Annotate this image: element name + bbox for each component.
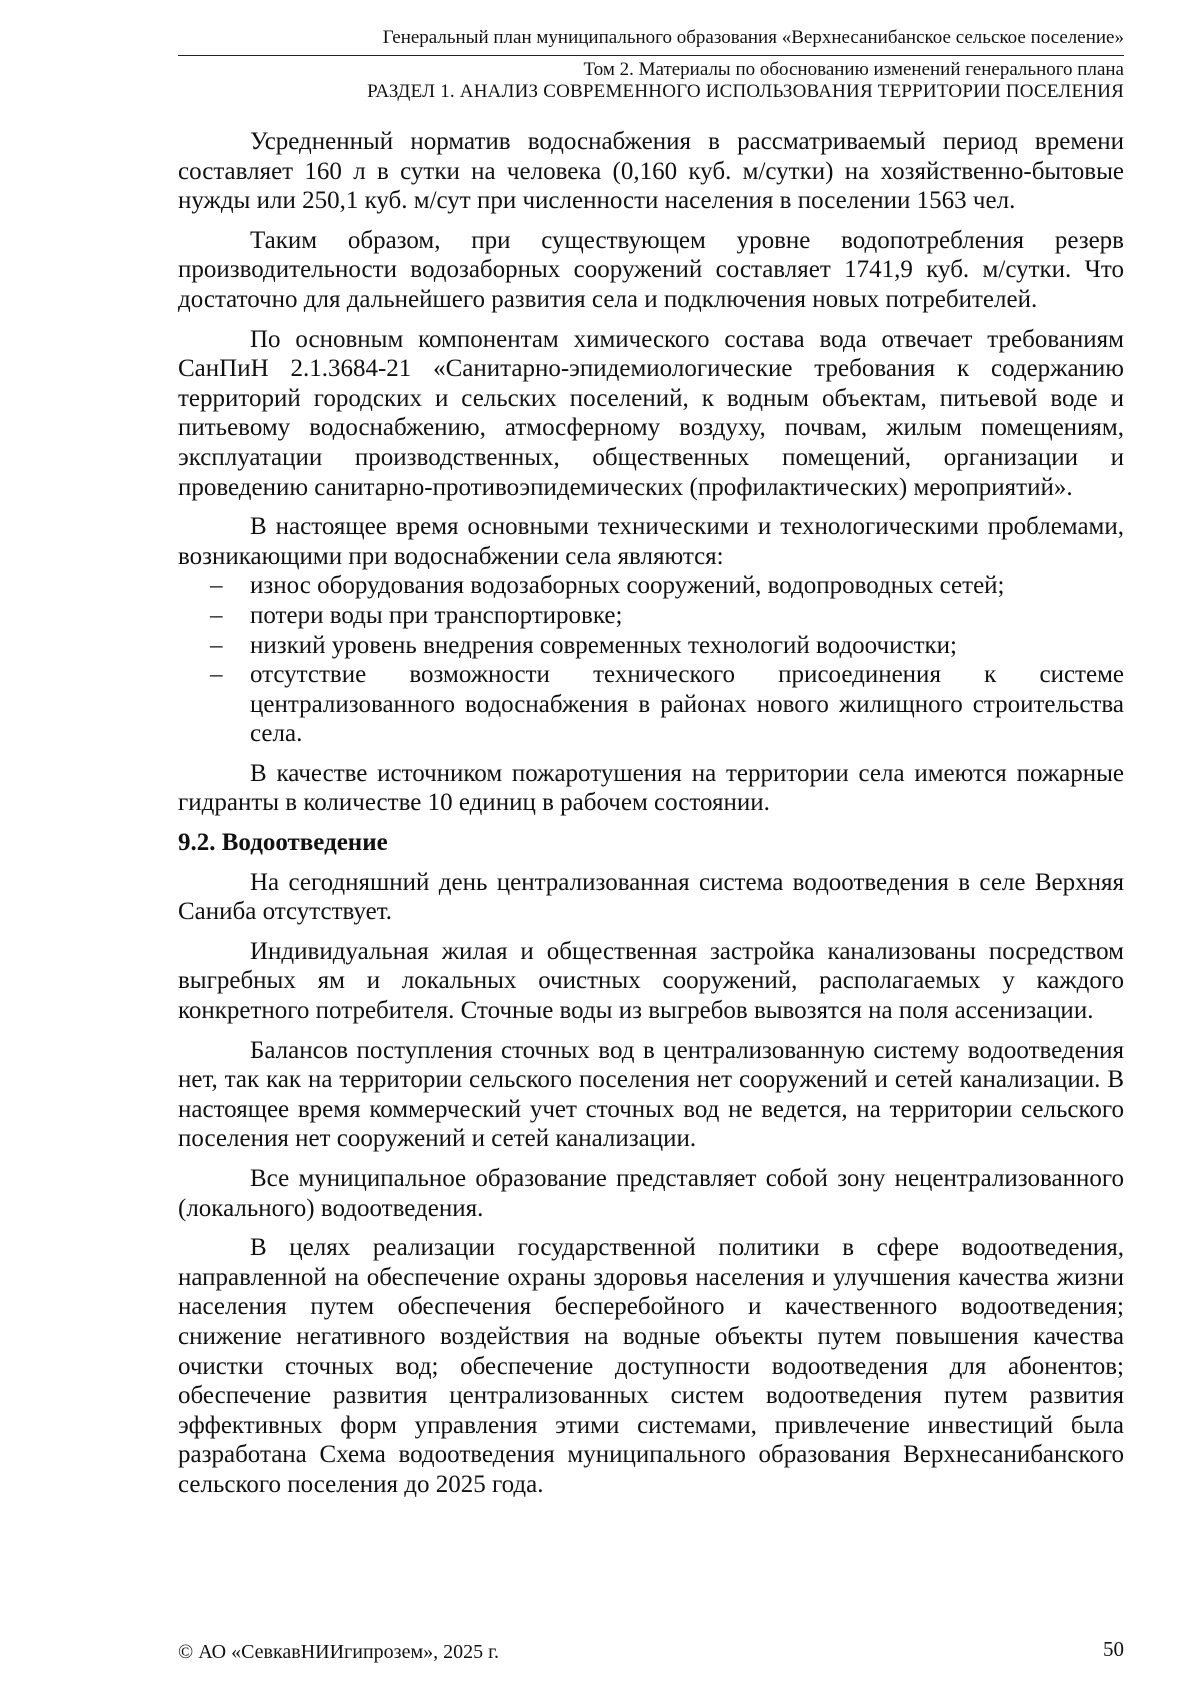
- header-section: РАЗДЕЛ 1. АНАЛИЗ СОВРЕМЕННОГО ИСПОЛЬЗОВАНИЯ ТЕРРИТОРИИ ПОСЕЛЕНИЯ: [367, 81, 1124, 102]
- paragraph-problems-intro: В настоящее время основными техническими и технологическими проблемами, возникающими при водоснабжении села являются:: [178, 513, 1124, 570]
- list-item: [178, 601, 1124, 631]
- list-dash-marker: –: [210, 572, 223, 600]
- list-item-text: отсутствие возможности технического присоединения к системе централизованного водоснабжения в районах нового жилищного строительства села.: [250, 661, 1124, 748]
- list-dash-marker: –: [210, 661, 223, 689]
- section-heading: 9.2. Водоотведение: [178, 829, 388, 857]
- list-dash-marker: –: [210, 631, 223, 659]
- header-divider: [178, 55, 1124, 56]
- problems-list: [178, 571, 1124, 749]
- paragraph-fire-hydrants: В качестве источником пожаротушения на территории села имеются пожарные гидранты в количестве 10 единиц в рабочем состоянии.: [178, 759, 1124, 817]
- header-title: Генеральный план муниципального образования «Верхнесанибанское сельское поселение»: [382, 27, 1124, 48]
- page-number: 50: [1103, 1637, 1124, 1661]
- list-item-text: низкий уровень внедрения современных технологий водоочистки;: [250, 631, 957, 659]
- paragraph-water-quality: По основным компонентам химического состава вода отвечает требованиям СанПиН 2.1.3684-21 «Санитарно-эпидемиологические требования к содержанию территорий городских и сельских поселений, к водным объектам, питьевой воде и питьевому водоснабжению, атмосферному воздуху, почвам, жилым помещениям, эксплуатации производственных, общественных помещений, организации и проведению санитарно-противоэпидемических (профилактических) мероприятий».: [178, 325, 1124, 501]
- document-body: [178, 127, 1124, 1510]
- paragraph-sewage-policy: В целях реализации государственной политики в сфере водоотведения, направленной на обеспечение охраны здоровья населения и улучшения качества жизни населения путем обеспечения бесперебойного и качественного водоотведения; снижение негативного воздействия на водные объекты путем повышения качества очистки сточных вод; обеспечение доступности водоотведения для абонентов; обеспечение развития централизованных систем водоотведения путем развития эффективных форм управления этими системами, привлечение инвестиций была разработана Схема водоотведения муниципального образования Верхнесанибанского сельского поселения до 2025 года.: [178, 1234, 1124, 1498]
- paragraph-sewage-balance: Балансов поступления сточных вод в централизованную систему водоотведения нет, так как на территории сельского поселения нет сооружений и сетей канализации. В настоящее время коммерческий учет сточных вод не ведется, на территории сельского поселения нет сооружений и сетей канализации.: [178, 1036, 1124, 1153]
- paragraph-sewage-absent: На сегодняшний день централизованная система водоотведения в селе Верхняя Саниба отсутствует.: [178, 868, 1124, 926]
- list-item: [178, 631, 1124, 661]
- header-volume: Том 2. Материалы по обоснованию изменений генерального плана: [583, 59, 1124, 80]
- footer-copyright: © АО «СевкавНИИгипрозем», 2025 г.: [178, 1641, 500, 1663]
- list-item-text: износ оборудования водозаборных сооружений, водопроводных сетей;: [250, 572, 1005, 600]
- list-item-text: потери воды при транспортировке;: [250, 601, 623, 629]
- paragraph-sewage-cesspools: Индивидуальная жилая и общественная застройка канализованы посредством выгребных ям и локальных очистных сооружений, располагаемых у каждого конкретного потребителя. Сточные воды из выгребов вывозятся на поля ассенизации.: [178, 937, 1124, 1025]
- paragraph-sewage-zone: Все муниципальное образование представляет собой зону нецентрализованного (локального) водоотведения.: [178, 1165, 1124, 1222]
- paragraph-water-norm: Усредненный норматив водоснабжения в рассматриваемый период времени составляет 160 л в сутки на человека (0,160 куб. м/сутки) на хозяйственно-бытовые нужды или 250,1 куб. м/сут при численности населения в поселении 1563 чел.: [178, 128, 1124, 215]
- list-item: [178, 571, 1124, 601]
- paragraph-water-reserve: Таким образом, при существующем уровне водопотребления резерв производительности водозаборных сооружений составляет 1741,9 куб. м/сутки. Что достаточно для дальнейшего развития села и подключения новых потребителей.: [178, 226, 1124, 313]
- list-item: [178, 660, 1124, 749]
- list-dash-marker: –: [210, 601, 223, 629]
